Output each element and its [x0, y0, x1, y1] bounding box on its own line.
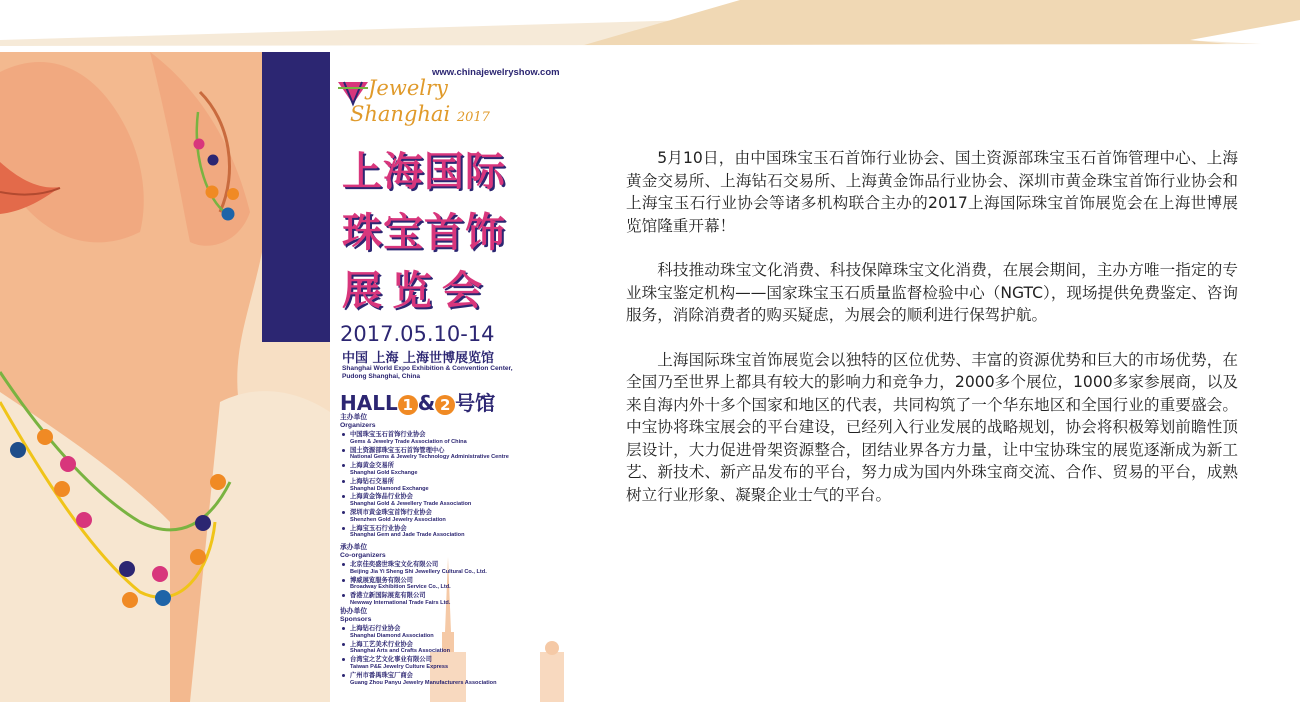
top-decorative-band: [0, 0, 1300, 52]
bullet-icon: [342, 563, 345, 566]
bullet-icon: [342, 674, 345, 677]
bullet-icon: [342, 433, 345, 436]
organization-item: [340, 592, 540, 608]
logo-year: 2017: [456, 110, 490, 125]
organization-name-cn: 上海钻石交易所: [350, 477, 395, 485]
organizers-heading-en: Organizers: [340, 422, 376, 429]
organization-name-cn: 上海工艺美术行业协会: [350, 640, 413, 648]
bullet-icon: [342, 627, 345, 630]
organization-name-en: Shanghai Diamond Association: [350, 632, 434, 639]
coorganizers-heading: 承办单位: [340, 544, 368, 551]
organization-name-en: Shanghai Gold Exchange: [350, 469, 418, 476]
woman-illustration: [0, 52, 330, 702]
organization-item: [340, 509, 540, 525]
organization-item: [340, 447, 540, 463]
poster-title-line1: 上海国际: [342, 149, 506, 195]
organization-name-cn: 台湾宝之艺文化事业有限公司: [350, 656, 432, 664]
organization-name-cn: 北京佳奕盛世珠宝文化有限公司: [350, 561, 439, 568]
bullet-icon: [342, 643, 345, 646]
logo-line1: Jewelry: [368, 76, 448, 100]
bullet-icon: [342, 480, 345, 483]
organization-name-en: Broadway Exhibition Service Co., Ltd.: [350, 584, 451, 591]
organizers-heading: 主办单位: [340, 414, 368, 421]
organization-item: [340, 577, 540, 593]
organization-name-en: Gems & Jewelry Trade Association of China: [350, 438, 467, 445]
organization-name-cn: 中国珠宝玉石首饰行业协会: [350, 431, 426, 438]
bullet-icon: [342, 511, 345, 514]
coorganizers-section: [340, 544, 540, 608]
organization-name-en: Beijing Jia Yi Sheng Shi Jewellery Cultural Co., Ltd.: [350, 568, 487, 575]
jewelry-shanghai-logo: [336, 78, 506, 136]
organization-name-cn: 上海宝玉石行业协会: [350, 524, 407, 532]
hall-number-1: 1: [398, 395, 418, 415]
organization-name-cn: 博威展览服务有限公司: [350, 576, 413, 584]
poster-title-line3: 展览会: [342, 268, 492, 314]
bullet-icon: [342, 464, 345, 467]
organization-name-en: Newway International Trade Fairs Ltd.: [350, 599, 451, 606]
venue-english: Shanghai World Expo Exhibition & Convention Center, Pudong Shanghai, China: [342, 365, 513, 380]
organization-name-en: Taiwan P&E Jewelry Culture Express: [350, 663, 449, 670]
organization-item: [340, 561, 540, 577]
article-paragraph-1: 5月10日，由中国珠宝玉石首饰行业协会、国土资源部珠宝玉石首饰管理中心、上海黄金交易所、上海钻石交易所、上海黄金饰品行业协会、深圳市黄金珠宝首饰行业协会和上海宝玉石行业协会等诸多机构联合主办的2017上海国际珠宝首饰展览会在上海世博展览馆隆重开幕！: [626, 149, 1238, 235]
organization-item: [340, 656, 540, 672]
organization-name-en: National Gems & Jewelry Technology Administrative Centre: [350, 454, 509, 461]
organization-name-cn: 上海黄金饰品行业协会: [350, 493, 413, 501]
organization-name-en: Shanghai Gem and Jade Trade Association: [350, 532, 465, 539]
organization-name-cn: 上海黄金交易所: [350, 462, 395, 470]
exhibition-poster: [330, 52, 580, 702]
organization-name-en: Shenzhen Gold Jewelry Association: [350, 516, 446, 523]
organization-item: [340, 525, 540, 541]
organization-name-en: Shanghai Gold & Jewellery Trade Association: [350, 501, 472, 508]
coorganizers-heading-en: Co-organizers: [340, 552, 386, 559]
sponsors-heading-en: Sponsors: [340, 616, 372, 623]
website-url: www.chinajewelryshow.com: [432, 67, 560, 78]
organizers-section: [340, 414, 540, 540]
organization-name-cn: 国土资源部珠宝玉石首饰管理中心: [350, 446, 445, 454]
organization-name-cn: 深圳市黄金珠宝首饰行业协会: [350, 508, 432, 516]
article-paragraph-2: 科技推动珠宝文化消费、科技保障珠宝文化消费，在展会期间，主办方唯一指定的专业珠宝鉴定机构——国家珠宝玉石质量监督检验中心（NGTC），现场提供免费鉴定、咨询服务，消除消费者的购买疑虑，为展会的顺利进行保驾护航。: [626, 261, 1238, 324]
organization-name-cn: 广州市番禺珠宝厂商会: [350, 671, 413, 679]
organization-item: [340, 431, 540, 447]
article-paragraph-3: 上海国际珠宝首饰展览会以独特的区位优势、丰富的资源优势和巨大的市场优势，在全国乃至世界上都具有较大的影响力和竞争力，2000多个展位，1000多家参展商，以及来自海内外十多个国家和地区的代表，共同构筑了一个华东地区和全国行业的重要盛会。中宝协将珠宝展会的平台建设，已经列入行业发展的战略规划，协会将积极筹划前瞻性顶层设计，大力促进骨架资源整合，团结业界各方力量，让中宝协珠宝的展览逐渐成为新工艺、新技术、新产品发布的平台，努力成为国内外珠宝商交流、合作、贸易的平台，成熟树立行业形象、凝聚企业士气的平台。: [626, 350, 1238, 504]
bullet-icon: [342, 527, 345, 530]
hall-label: HALL 1 & 2 号馆: [340, 391, 496, 415]
poster-title-line2: 珠宝首饰: [342, 210, 506, 256]
organization-name-cn: 香港立新国际展览有限公司: [350, 592, 426, 600]
organization-item: [340, 672, 540, 688]
sponsors-section: [340, 608, 540, 687]
organization-name-en: Shanghai Arts and Crafts Association: [350, 648, 450, 655]
organization-item: [340, 493, 540, 509]
hall-number-2: 2: [435, 395, 455, 415]
bullet-icon: [342, 495, 345, 498]
organization-item: [340, 625, 540, 641]
organization-name-en: Guang Zhou Panyu Jewelry Manufacturers Association: [350, 679, 497, 686]
organization-item: [340, 641, 540, 657]
exhibition-date: 2017.05.10-14: [340, 322, 495, 346]
sponsors-heading: 协办单位: [340, 608, 368, 615]
organization-name-en: Shanghai Diamond Exchange: [350, 485, 429, 492]
logo-line2: Shanghai 2017: [350, 102, 490, 126]
bullet-icon: [342, 594, 345, 597]
bullet-icon: [342, 658, 345, 661]
venue-chinese: 中国 上海 上海世博展览馆: [342, 351, 495, 366]
bullet-icon: [342, 449, 345, 452]
bullet-icon: [342, 579, 345, 582]
organization-name-cn: 上海钻石行业协会: [350, 625, 401, 632]
organization-item: [340, 478, 540, 494]
article-body: [626, 147, 1238, 528]
organization-item: [340, 462, 540, 478]
